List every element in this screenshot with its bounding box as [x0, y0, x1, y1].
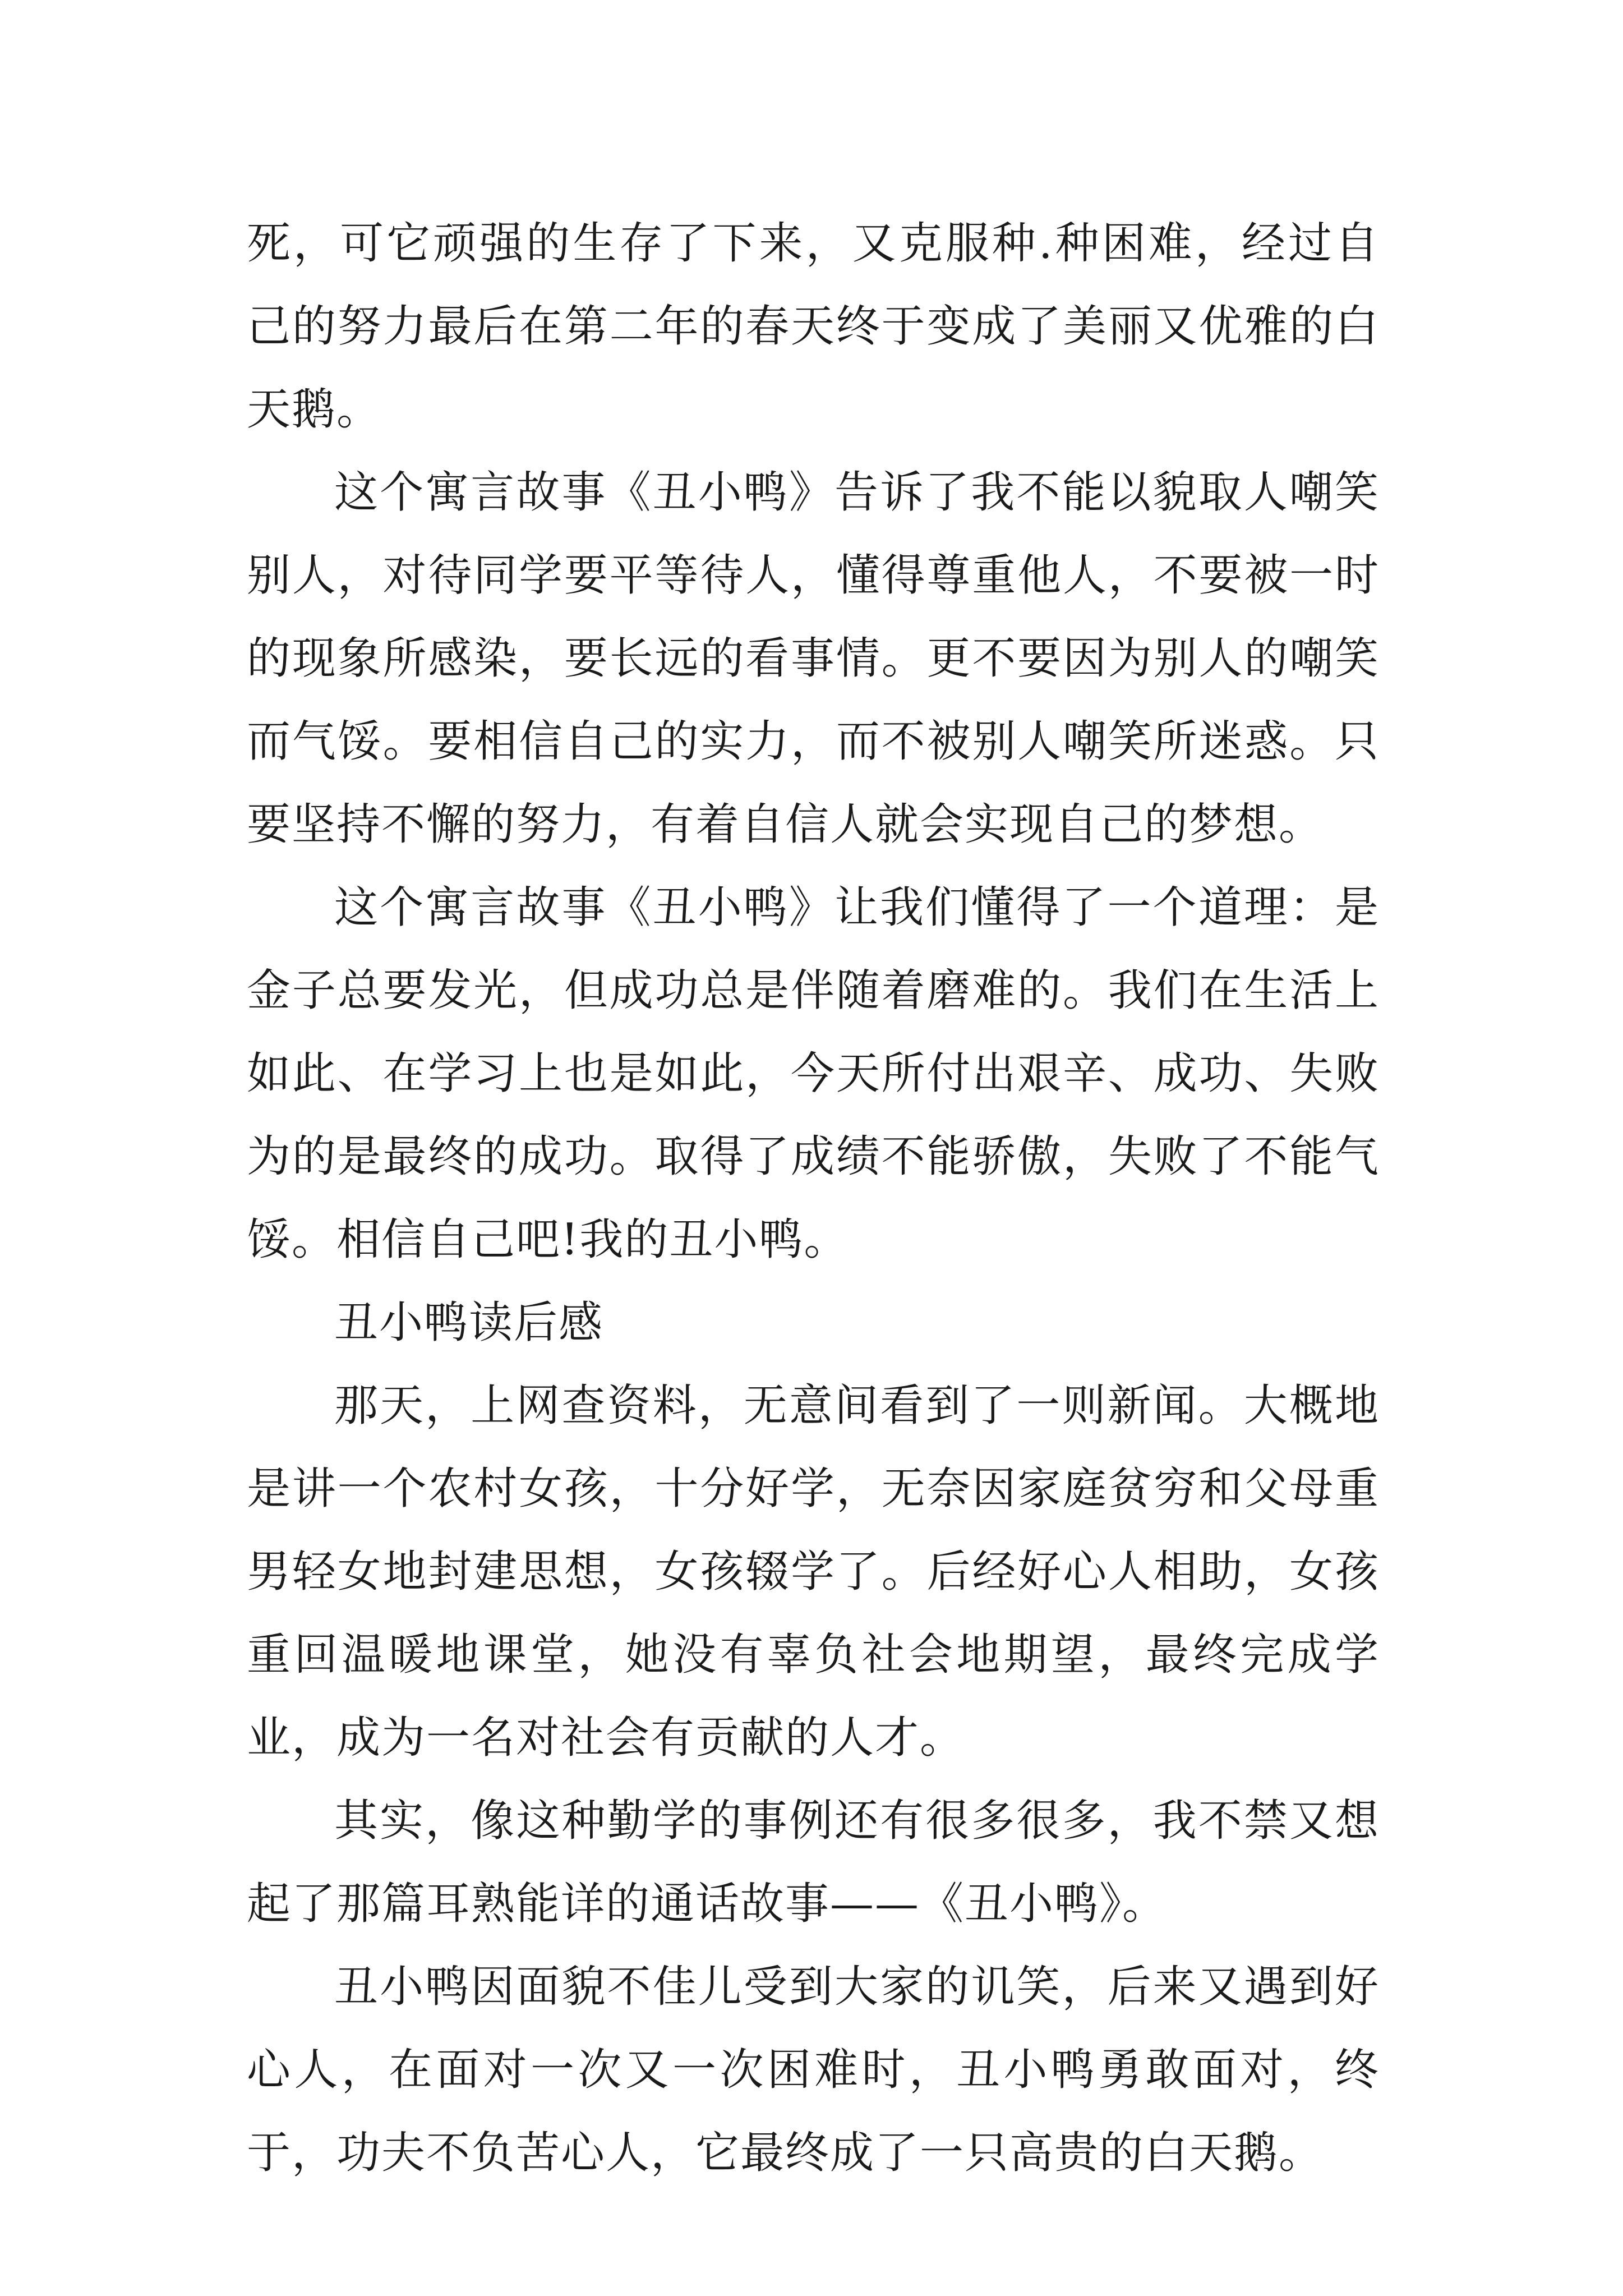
document-body: [247, 202, 1380, 2194]
paragraph-recall-story: 其实，像这种勤学的事例还有很多很多，我不禁又想起了那篇耳熟能详的通话故事——《丑小鸭》。: [247, 1796, 1380, 1929]
paragraph-truth: 这个寓言故事《丑小鸭》让我们懂得了一个道理：是金子总要发光，但成功总是伴随着磨难的。我们在生活上如此、在学习上也是如此，今天所付出艰辛、成功、失败为的是最终的成功。取得了成绩不能骄傲，失败了不能气馁。相信自己吧!我的丑小鸭。: [247, 882, 1380, 1265]
section-heading: 丑小鸭读后感: [334, 1297, 604, 1348]
paragraph-continuation: 死，可它顽强的生存了下来，又克服种.种困难，经过自己的努力最后在第二年的春天终于变成了美丽又优雅的白天鹅。: [247, 218, 1380, 435]
paragraph-news-story: 那天，上网查资料，无意间看到了一则新闻。大概地是讲一个农村女孩，十分好学，无奈因家庭贫穷和父母重男轻女地封建思想，女孩辍学了。后经好心人相助，女孩重回温暖地课堂，她没有辜负社会地期望，最终完成学业，成为一名对社会有贡献的人才。: [247, 1381, 1380, 1763]
paragraph-ugly-duckling-summary: 丑小鸭因面貌不佳儿受到大家的讥笑，后来又遇到好心人，在面对一次又一次困难时，丑小鸭勇敢面对，终于，功夫不负苦心人，它最终成了一只高贵的白天鹅。: [247, 1962, 1380, 2178]
paragraph-moral-lesson: 这个寓言故事《丑小鸭》告诉了我不能以貌取人嘲笑别人，对待同学要平等待人，懂得尊重他人，不要被一时的现象所感染，要长远的看事情。更不要因为别人的嘲笑而气馁。要相信自己的实力，而不被别人嘲笑所迷惑。只要坚持不懈的努力，有着自信人就会实现自己的梦想。: [247, 467, 1380, 850]
